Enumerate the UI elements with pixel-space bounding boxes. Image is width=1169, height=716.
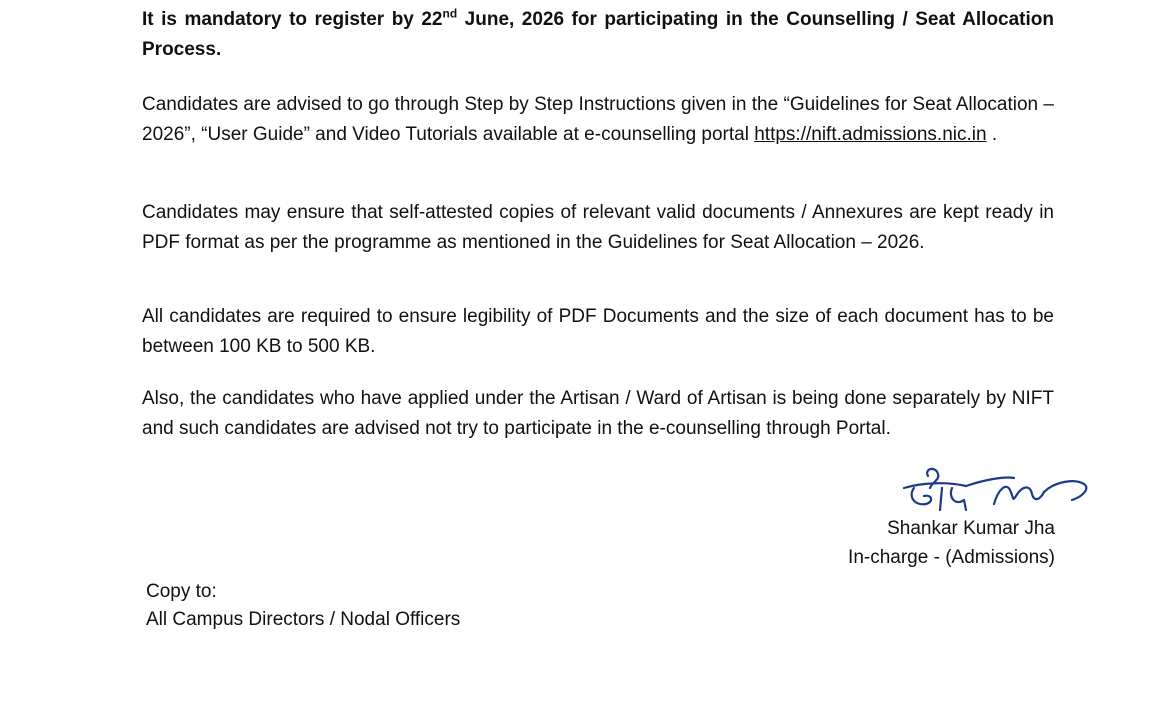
signatory-designation: In-charge - (Admissions) bbox=[848, 547, 1055, 568]
guidelines-paragraph bbox=[142, 90, 1054, 150]
deadline-text-end: June, 2026 for participating in the Counselling / Seat Allocation Process. bbox=[142, 9, 1054, 60]
guidelines-end: . bbox=[986, 124, 998, 145]
documents-paragraph: Candidates may ensure that self-attested copies of relevant valid documents / Annexures are kept ready in PDF format as per the programme as mentioned in the Guidelines for Seat Allocation – 2026. bbox=[142, 202, 1054, 253]
deadline-superscript: nd bbox=[442, 6, 458, 21]
guidelines-text: Candidates are advised to go through Step by Step Instructions given in the “Guidelines for Seat Allocation – 2026”, “User Guide” and Video Tutorials available at e-counselling portal bbox=[142, 94, 1054, 145]
legibility-paragraph: All candidates are required to ensure legibility of PDF Documents and the size of each document has to be between 100 KB to 500 KB. bbox=[142, 306, 1054, 357]
deadline-text-start: It is mandatory to register by 22 bbox=[142, 9, 443, 30]
signatory-block bbox=[848, 470, 1055, 572]
registration-deadline-paragraph bbox=[142, 5, 1054, 65]
artisan-paragraph: Also, the candidates who have applied under the Artisan / Ward of Artisan is being done separately by NIFT and such candidates are advised not try to participate in the e-counselling through Portal. bbox=[142, 388, 1054, 439]
copy-to-label: Copy to: bbox=[146, 581, 217, 602]
copy-to-recipients: All Campus Directors / Nodal Officers bbox=[146, 609, 461, 630]
portal-link[interactable]: https://nift.admissions.nic.in bbox=[754, 124, 987, 145]
copy-to-block bbox=[146, 578, 460, 634]
signatory-name: Shankar Kumar Jha bbox=[887, 518, 1055, 539]
